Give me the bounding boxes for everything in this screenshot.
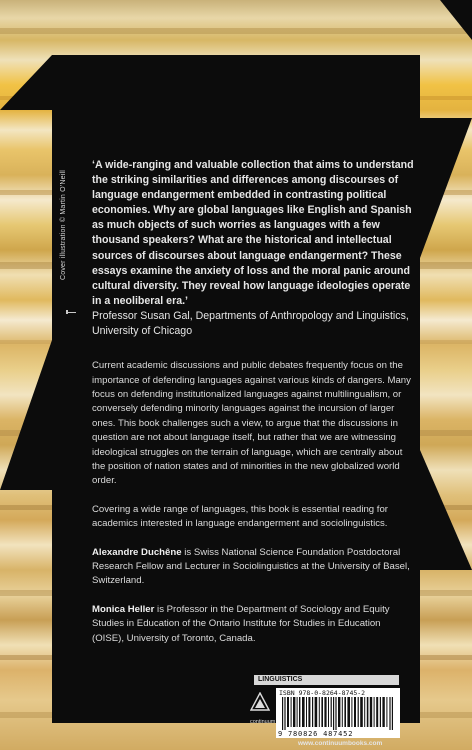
editor-bio-text: is Swiss National Science Foundation Postdoctoral Research Fellow and Lecturer in Sociolinguistics at the University of Basel, Switzerland. xyxy=(92,546,410,587)
right-triangle xyxy=(420,118,472,258)
barcode-icon xyxy=(282,697,394,730)
crop-mark xyxy=(66,310,76,314)
left-triangle-top xyxy=(0,55,52,110)
editor-bio-text: is Professor in the Department of Sociology and Equity Studies in Education of the Ontario Institute for Studies in Education (OISE), University of Toronto, Canada. xyxy=(92,603,390,644)
editor-name: Monica Heller xyxy=(92,603,155,615)
isbn-text: ISBN 978-0-8264-8745-2 xyxy=(279,689,366,697)
top-right-triangle xyxy=(440,0,472,40)
description-paragraph: Current academic discussions and public debates frequently focus on the importance of defending languages against various kinds of dangers. Many focus on defending institutionalized languages against multilingualism, or conversely defending minority languages against the incursion of larger ones. This book challenges such a view, to argue that the discussions in question are not about language itself, but rather that we are witnessing ideological struggles on the terrain of language, which are centrally about the position of nation states and of minorities in the new globalized world order. xyxy=(92,360,411,487)
endorsement-quote: ‘A wide-ranging and valuable collection that aims to understand the striking similarities and differences among discourses of language endangerment embedded in contrasting political economies. Why are global languages like English and Spanish as much objects of such worries as languages with a few thousand speakers? What are the historical and intellectual sources of discourses about language endangerment? These essays examine the anxiety of loss and the moral panic around cultural diversity. They reveal how language ideologies operate in a neoliberal era.’ xyxy=(92,159,414,307)
category-label: LINGUISTICS xyxy=(254,675,399,685)
editor-bio xyxy=(92,546,414,589)
cover-credit: Cover illustration © Martin O'Neill xyxy=(60,170,67,280)
publisher-website[interactable]: www.continuumbooks.com xyxy=(298,740,383,747)
publisher-logo xyxy=(250,692,276,732)
continuum-logo-icon xyxy=(250,692,270,712)
barcode-digits: 9 780826 487452 xyxy=(278,730,354,738)
description-paragraph: Covering a wide range of languages, this book is essential reading for academics interested in language endangerment and sociolinguistics. xyxy=(92,503,388,530)
blurb-content xyxy=(92,158,414,646)
publisher-name: continuum xyxy=(250,719,276,725)
editor-bio xyxy=(92,603,414,646)
editor-name: Alexandre Duchêne xyxy=(92,546,182,558)
left-triangle-mid xyxy=(0,340,52,490)
right-triangle-lower xyxy=(420,450,472,570)
endorsement-attribution: Professor Susan Gal, Departments of Anthropology and Linguistics, University of Chicago xyxy=(92,309,409,338)
